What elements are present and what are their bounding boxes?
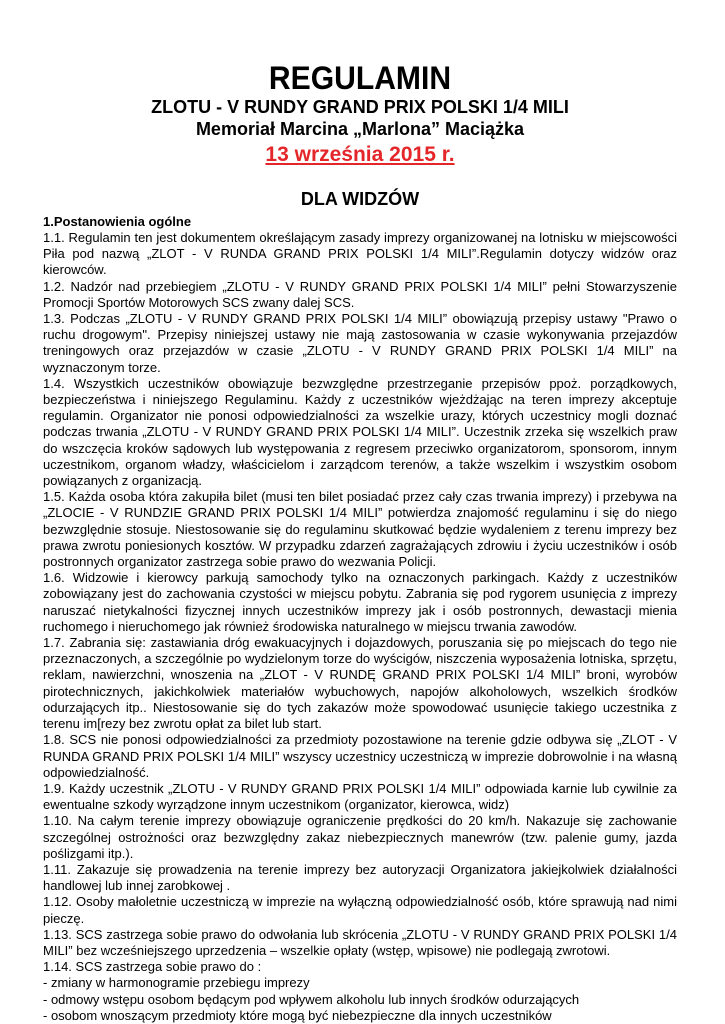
list-item: - zmiany w harmonogramie przebiegu imprezy xyxy=(43,975,310,991)
paragraph-1-5: 1.5. Każda osoba która zakupiła bilet (musi ten bilet posiadać przez cały czas trwania imprezy) i przebywa na „ZLOCIE - V RUNDZIE GRAND PRIX POLSKI 1/4 MILI” potwierdza znajomość regulaminu i się do niego bezwzględnie stosuje. Niestosowanie się do regulaminu skutkować będzie wydaleniem z terenu imprezy bez prawa zwrotu poniesionych kosztów. W przypadku zdarzeń zagrażających zdrowiu i życiu uczestników i osób postronnych organizator zastrzega sobie prawo do wezwania Policji. xyxy=(43,489,677,570)
paragraph-1-1: 1.1. Regulamin ten jest dokumentem określającym zasady imprezy organizowanej na lotnisku w miejscowości Piła pod nazwą „ZLOT - V RUNDA GRAND PRIX POLSKI 1/4 MILI”.Regulamin dotyczy widzów oraz kierowców. xyxy=(43,230,677,278)
paragraph-1-13: 1.13. SCS zastrzega sobie prawo do odwołania lub skrócenia „ZLOTU - V RUNDY GRAND PRIX POLSKI 1/4 MILI” bez wcześniejszego uprzedzenia – wszelkie opłaty (wstęp, wpisowe) nie podlegają zwrotowi. xyxy=(43,926,677,958)
paragraph-1-7: 1.7. Zabrania się: zastawiania dróg ewakuacyjnych i dojazdowych, poruszania się po miejscach do tego nie przeznaczonych, a szczególnie po wydzielonym torze do wyścigów, niszczenia wyposażenia lotniska, sprzętu, reklam, nawierzchni, wnoszenia na „ZLOT - V RUNDĘ GRAND PRIX POLSKI 1/4 MILI” broni, wyrobów pirotechnicznych, jakichkolwiek materiałów wybuchowych, napojów alkoholowych, wszelkich środków odurzających itp.. Niestosowanie się do tych zakazów może spowodować usunięcie takiego uczestnika z terenu im[rezy bez zwrotu opłat za bilet lub start. xyxy=(43,635,677,732)
memorial-subtitle: Memoriał Marcina „Marlona” Maciążka xyxy=(195,119,525,139)
paragraph-1-6: 1.6. Widzowie i kierowcy parkują samochody tylko na oznaczonych parkingach. Każdy z uczestników zobowiązany jest do zachowania czystości w miejscu pobytu. Zabrania się pod rygorem usunięcia z imprezy naruszać nietykalności fizycznej innych uczestników imprezy jak i osób postronnych, dewastacji mienia ruchomego i nieruchomego jak również środowiska naturalnego w miejscu trwania zawodów. xyxy=(43,570,677,634)
paragraph-1-11: 1.11. Zakazuje się prowadzenia na terenie imprezy bez autoryzacji Organizatora jakiejkolwiek działalności handlowej lub innej zarobkowej . xyxy=(43,861,677,894)
event-date: 13 września 2015 r. xyxy=(265,143,455,166)
document-title: REGULAMIN xyxy=(268,60,452,96)
paragraph-1-14: 1.14. SCS zastrzega sobie prawo do : xyxy=(43,959,262,975)
paragraph-1-12: 1.12. Osoby małoletnie uczestniczą w imprezie na wyłączną odpowiedzialność osób, które sprawują nad nimi pieczę. xyxy=(43,894,677,926)
list-item: - odmowy wstępu osobom będącym pod wpływem alkoholu lub innych środków odurzających xyxy=(43,991,580,1007)
paragraph-1-10: 1.10. Na całym terenie imprezy obowiązuje ograniczenie prędkości do 20 km/h. Nakazuje się zachowanie szczególnej ostrożności oraz bezwzględny zakaz niebezpiecznych manewrów (tzw. palenie gumy, jazda poślizgami itp.). xyxy=(43,813,677,861)
paragraph-1-3: 1.3. Podczas „ZLOTU - V RUNDY GRAND PRIX POLSKI 1/4 MILI” obowiązują przepisy ustawy "Prawo o ruchu drogowym". Przepisy niniejszej ustawy nie mają zastosowania w czasie wykonywania przejazdów treningowych oraz przejazdów w czasie „ZLOTU - V RUNDY GRAND PRIX POLSKI 1/4 MILI” na wyznaczonym torze. xyxy=(43,311,677,375)
paragraph-1-2: 1.2. Nadzór nad przebiegiem „ZLOTU - V RUNDY GRAND PRIX POLSKI 1/4 MILI” pełni Stowarzyszenie Promocji Sportów Motorowych SCS zwany dalej SCS. xyxy=(43,278,677,310)
regulation-body xyxy=(43,230,677,1024)
event-subtitle: ZLOTU - V RUNDY GRAND PRIX POLSKI 1/4 MILI xyxy=(151,97,569,117)
paragraph-1-9: 1.9. Każdy uczestnik „ZLOTU - V RUNDY GRAND PRIX POLSKI 1/4 MILI” odpowiada karnie lub cywilnie za ewentualne szkody wyrządzone innym uczestnikom (organizator, kierowca, widz) xyxy=(43,780,677,813)
section-title: DLA WIDZÓW xyxy=(300,189,420,209)
paragraph-1-8: 1.8. SCS nie ponosi odpowiedzialności za przedmioty pozostawione na terenie gdzie odbywa się „ZLOT - V RUNDA GRAND PRIX POLSKI 1/4 MILI” wszyscy uczestnicy uczestniczą w imprezie dobrowolnie i na własną odpowiedzialność. xyxy=(43,732,677,780)
list-item: - osobom wnoszącym przedmioty które mogą być niebezpieczne dla innych uczestników xyxy=(43,1007,552,1023)
paragraph-1-4: 1.4. Wszystkich uczestników obowiązuje bezwzględne przestrzeganie przepisów ppoż. porządkowych, bezpieczeństwa i niniejszego Regulaminu. Każdy z uczestników wjeżdżając na teren imprezy akceptuje regulamin. Organizator nie ponosi odpowiedzialności za wszelkie urazy, których uczestnicy mogli doznać podczas trwania „ZLOTU - V RUNDY GRAND PRIX POLSKI 1/4 MILI”. Uczestnik zrzeka się wszelkich praw do wszczęcia kroków sądowych lub występowania z regresem przeciwko organizatorom, sponsorom, innym uczestnikom, organom władzy, właścicielom i zarządcom terenów, a także wszelkim i wszystkim osobom powiązanych z organizacją. xyxy=(43,375,677,489)
chapter-heading: 1.Postanowienia ogólne xyxy=(43,214,192,229)
